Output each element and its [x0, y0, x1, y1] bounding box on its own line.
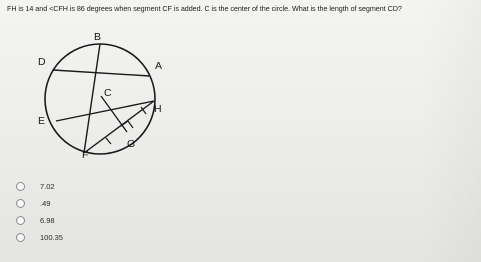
answer-option-4[interactable]: [16, 232, 106, 246]
chord-da: [53, 70, 150, 76]
label-a: A: [155, 60, 163, 72]
edge-shadow: [421, 0, 481, 262]
segment-cg: [101, 96, 127, 132]
label-e: E: [38, 115, 46, 127]
circle-diagram: [26, 25, 176, 165]
radio-button[interactable]: [16, 182, 25, 191]
answer-option-label: 100.35: [40, 233, 63, 242]
right-angle-mark-b: [128, 121, 133, 128]
answer-option-label: .49: [40, 199, 51, 208]
label-b: B: [94, 31, 102, 43]
answer-option-3[interactable]: [16, 215, 106, 229]
answer-option-label: 7.02: [40, 182, 55, 191]
question-text: FH is 14 and <CFH is 86 degrees when segment CF is added. C is the center of the circle. What is the length of segment CD?: [7, 4, 402, 13]
right-angle-mark-a: [121, 121, 128, 126]
diameter-bf: [84, 44, 100, 153]
radio-button[interactable]: [16, 233, 25, 242]
answer-option-2[interactable]: [16, 198, 106, 212]
label-g: G: [127, 138, 136, 150]
radio-button[interactable]: [16, 199, 25, 208]
answer-option-label: 6.98: [40, 216, 55, 225]
label-f: F: [82, 149, 89, 161]
chord-eh: [56, 101, 154, 121]
circle: [45, 44, 155, 154]
label-d: D: [38, 56, 46, 68]
radio-button[interactable]: [16, 216, 25, 225]
answer-option-1[interactable]: [16, 181, 106, 195]
circle-diagram-svg: [26, 25, 176, 165]
tick-mark-fg: [106, 138, 111, 144]
label-c: C: [104, 87, 112, 99]
label-h: H: [154, 103, 162, 115]
